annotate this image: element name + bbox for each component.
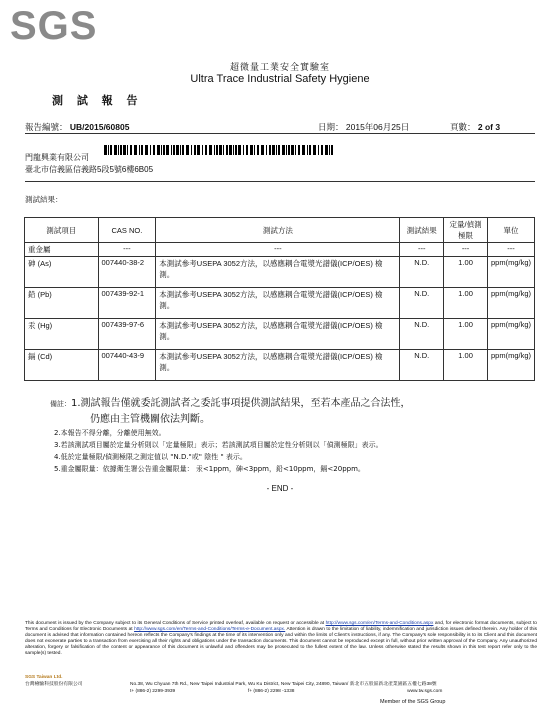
notes-label: 備註：: [50, 400, 71, 408]
cell-limit: ---: [444, 243, 488, 257]
footer-tel: t+ (886-2) 2299-3939: [130, 689, 176, 694]
cell-limit: 1.00: [444, 350, 488, 381]
cell-cas: 007439-97-6: [98, 319, 156, 350]
cell-unit: ---: [487, 243, 534, 257]
lab-name-en: Ultra Trace Industrial Safety Hygiene: [190, 73, 370, 85]
note-4: 4.低於定量極限/偵測極限之測定值以 "N.D."或" 陰性 " 表示。: [54, 453, 247, 461]
table-row: [25, 319, 535, 350]
table-row: [25, 350, 535, 381]
cell-unit: ppm(mg/kg): [487, 257, 534, 288]
cell-method: 本測試參考USEPA 3052方法，以感應耦合電漿光譜儀(ICP/OES) 檢測。: [156, 257, 400, 288]
cell-method: ---: [156, 243, 400, 257]
notes: [50, 396, 411, 475]
footer-company-cn: 台灣檢驗科技股份有限公司: [25, 682, 83, 687]
cell-method: 本測試參考USEPA 3052方法，以感應耦合電漿光譜儀(ICP/OES) 檢測。: [156, 288, 400, 319]
footer-address: [130, 674, 442, 695]
cell-result: ---: [400, 243, 444, 257]
cell-limit: 1.00: [444, 257, 488, 288]
table-row: [25, 257, 535, 288]
table-row: [25, 243, 535, 257]
note-2: 2.本報告不得分離，分離使用無效。: [54, 429, 166, 437]
results-table: [24, 217, 535, 381]
cell-limit: 1.00: [444, 319, 488, 350]
footer-fax: f+ (886-2) 2298 -1338: [247, 689, 295, 694]
note-5: 5.重金屬限量：依據衛生署公告重金屬限量： 汞<1ppm，砷<3ppm，鉛<10ppm，鎘<20ppm。: [54, 465, 365, 473]
page-number-value: 2 of 3: [477, 122, 501, 132]
cell-result: N.D.: [400, 319, 444, 350]
page-number-label: 頁數：: [450, 122, 476, 132]
cell-method: 本測試參考USEPA 3052方法，以感應耦合電漿光譜儀(ICP/OES) 檢測。: [156, 319, 400, 350]
disclaimer: [25, 621, 537, 657]
member-of-sgs: Member of the SGS Group: [380, 699, 446, 705]
header-method: 測試方法: [156, 218, 400, 243]
cell-limit: 1.00: [444, 288, 488, 319]
lab-name-cn: 超微量工業安全實驗室: [229, 63, 330, 73]
cell-method: 本測試參考USEPA 3052方法，以感應耦合電漿光譜儀(ICP/OES) 檢測。: [156, 350, 400, 381]
table-header-row: [25, 218, 535, 243]
cell-item: 鉛 (Pb): [25, 288, 99, 319]
note-3: 3.若該測試項目屬於定量分析則以「定量極限」表示；若該測試項目屬於定性分析則以「偵測極限」表示。: [54, 441, 383, 449]
cell-cas: 007439-92-1: [98, 288, 156, 319]
note-1: [50, 396, 411, 412]
page-number: [450, 121, 500, 133]
header-result: 測試結果: [400, 218, 444, 243]
header-unit: 單位: [487, 218, 534, 243]
footer-company: [25, 674, 83, 688]
cell-result: N.D.: [400, 257, 444, 288]
report-number: [25, 121, 129, 133]
divider: [25, 181, 535, 182]
cell-unit: ppm(mg/kg): [487, 288, 534, 319]
disclaimer-text-1: This document is issued by the Company subject to its General Conditions of Service printed overleaf, available on request or accessible at: [25, 621, 325, 626]
cell-result: N.D.: [400, 350, 444, 381]
sgs-logo: [10, 6, 110, 44]
cell-result: N.D.: [400, 288, 444, 319]
report-date-label: 日期：: [318, 122, 344, 132]
note-1-text: 1.測試報告僅就委託測試者之委託事項提供測試結果，至若本產品之合法性，: [71, 398, 411, 409]
logo-text: SGS: [10, 6, 98, 44]
cell-cas: 007440-43-9: [98, 350, 156, 381]
disclaimer-text-2: and, for electronic format documents, subject to Terms and Conditions for Electronic Documents at: [25, 621, 537, 632]
e-document-terms-link[interactable]: http://www.sgs.com/en/Terms-and-Conditions/Terms-e-Document.aspx.: [134, 627, 286, 632]
cell-item: 鎘 (Cd): [25, 350, 99, 381]
report-number-value: UB/2015/60805: [69, 122, 130, 132]
cell-cas: 007440-38-2: [98, 257, 156, 288]
divider: [25, 133, 535, 134]
cell-item: 重金屬: [25, 243, 99, 257]
footer-address-en: No.38, Wu Chyuan 7th Rd., New Taipei Industrial Park, Wu Ku District, New Taipei City, 24890, Taiwan/: [130, 682, 349, 687]
report-date-value: 2015年06月25日: [345, 122, 410, 132]
report-number-label: 報告編號：: [25, 122, 68, 132]
table-row: [25, 288, 535, 319]
report-date: [318, 121, 409, 133]
cell-unit: ppm(mg/kg): [487, 350, 534, 381]
header-item: 測試項目: [25, 218, 99, 243]
footer-web[interactable]: www.tw.sgs.com: [407, 689, 443, 694]
header-cas: CAS NO.: [98, 218, 156, 243]
cell-item: 砷 (As): [25, 257, 99, 288]
barcode: [104, 140, 336, 150]
terms-link[interactable]: http://www.sgs.com/en/Terms-and-Conditions.aspx: [325, 621, 434, 626]
cell-cas: ---: [98, 243, 156, 257]
report-title: 測 試 報 告: [52, 94, 143, 107]
end-marker: - END -: [266, 484, 294, 493]
footer-address-cn: 新北市五股區新北產業園區五權七路38號: [349, 682, 437, 687]
note-1-continued: 仍應由主管機關依法判斷。: [90, 414, 210, 425]
cell-item: 汞 (Hg): [25, 319, 99, 350]
client-company: 門龍興業有限公司: [25, 153, 89, 162]
cell-unit: ppm(mg/kg): [487, 319, 534, 350]
header-limit: 定量/偵測極限: [444, 218, 488, 243]
client-address: 臺北市信義區信義路5段5號6樓6B05: [25, 165, 154, 174]
results-title: 測試結果：: [25, 195, 63, 204]
disclaimer-text-3: Attention is drawn to the limitation of liability, indemnification and jurisdiction issues defined therein. Any holder of this document is advised that information contained hereon reflects the Company's findings at the time of its intervention only and within the limits of Client's instructions, if any. The Company's sole responsibility is to its Client and this document does not exonerate parties to a transaction from exercising all their rights and obligations under the transaction documents. This document cannot be reproduced except in full, without prior written approval of the Company. Any unauthorized alteration, forgery or falsification of the content or appearance of this document is unlawful and offenders may be prosecuted to the fullest extent of the law. Unless otherwise stated the results shown in this test report refer only to the sample(s) tested.: [25, 627, 537, 656]
footer-company-en: SGS Taiwan Ltd.: [25, 675, 63, 680]
